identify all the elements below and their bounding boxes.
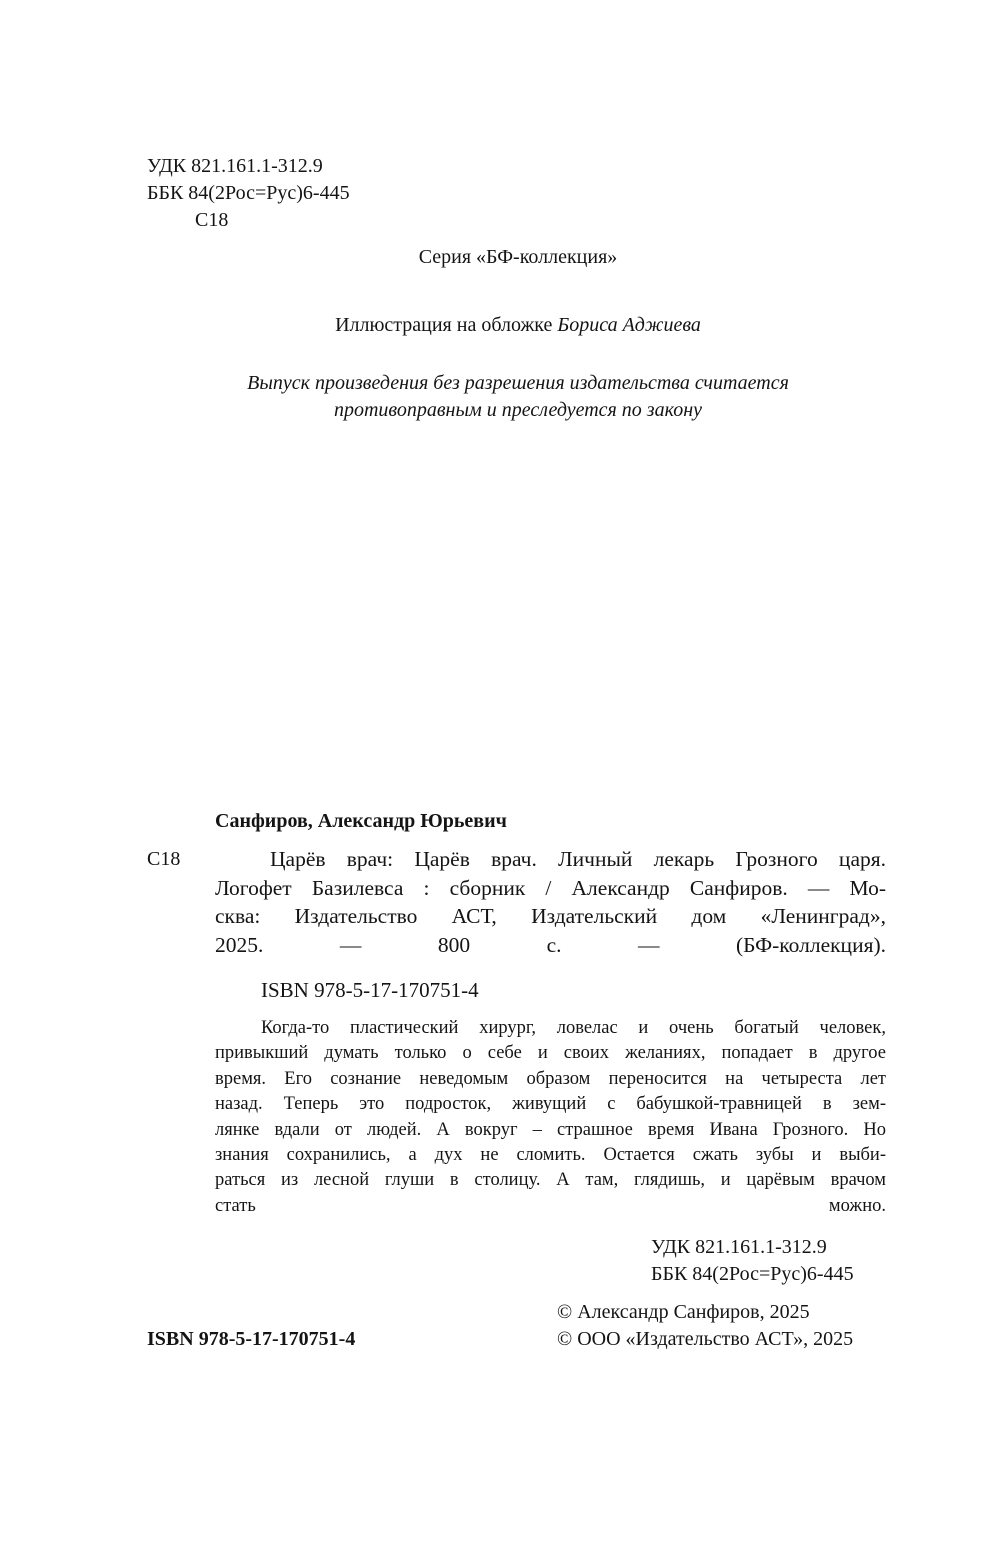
bibliographic-line: Царёв врач: Царёв врач. Личный лекарь Грозного царя. bbox=[270, 847, 886, 871]
annotation-line: стать можно. bbox=[215, 1195, 886, 1216]
annotation-line: назад. Теперь это подросток, живущий с бабушкой-травницей в зем- bbox=[215, 1094, 886, 1115]
illustration-credit bbox=[0, 313, 1000, 337]
annotation-line: раться из лесной глуши в столицу. А там, глядишь, и царёвым врачом bbox=[215, 1170, 886, 1191]
annotation-line: время. Его сознание неведомым образом переносится на четыреста лет bbox=[215, 1068, 886, 1089]
bibliographic-description bbox=[215, 845, 886, 959]
catalog-mark: С18 bbox=[147, 848, 181, 870]
series-title: Серия «БФ-коллекция» bbox=[418, 246, 618, 268]
catalog-author-heading: Санфиров, Александр Юрьевич bbox=[215, 810, 507, 832]
bibliographic-line: Логофет Базилевса : сборник / Александр Санфиров. — Мо- bbox=[215, 875, 886, 900]
catalog-udk-code: УДК 821.161.1-312.9 bbox=[651, 1236, 827, 1258]
illustration-artist: Бориса Аджиева bbox=[557, 314, 701, 336]
legal-notice-line-1: Выпуск произведения без разрешения издательства считается bbox=[247, 372, 789, 394]
illustration-prefix: Иллюстрация на обложке bbox=[335, 314, 558, 336]
copyright-publisher: © ООО «Издательство АСТ», 2025 bbox=[557, 1328, 854, 1350]
legal-notice-line-2: противоправным и преследуется по закону bbox=[333, 399, 703, 421]
bibliographic-line: 2025. — 800 с. — (БФ-коллекция). bbox=[215, 932, 886, 957]
bibliographic-line: сква: Издательство АСТ, Издательский дом «Ленинград», bbox=[215, 904, 886, 928]
catalog-bbk-code: ББК 84(2Рос=Рус)6-445 bbox=[651, 1263, 854, 1285]
copyright-author: © Александр Санфиров, 2025 bbox=[557, 1301, 810, 1323]
footer-isbn: ISBN 978-5-17-170751-4 bbox=[147, 1328, 356, 1350]
catalog-isbn: ISBN 978-5-17-170751-4 bbox=[261, 978, 479, 1002]
annotation bbox=[215, 1016, 886, 1219]
annotation-line: знания сохранились, а дух не сломить. Остается сжать зубы и выби- bbox=[215, 1145, 886, 1166]
top-author-mark: С18 bbox=[195, 209, 229, 231]
annotation-line: Когда-то пластический хирург, ловелас и очень богатый человек, bbox=[261, 1018, 886, 1038]
top-bbk-code: ББК 84(2Рос=Рус)6-445 bbox=[147, 182, 350, 204]
annotation-line: лянке вдали от людей. А вокруг – страшное время Ивана Грозного. Но bbox=[215, 1119, 886, 1140]
top-udk-code: УДК 821.161.1-312.9 bbox=[147, 155, 323, 177]
annotation-line: привыкший думать только о себе и своих желаниях, попадает в другое bbox=[215, 1043, 886, 1064]
